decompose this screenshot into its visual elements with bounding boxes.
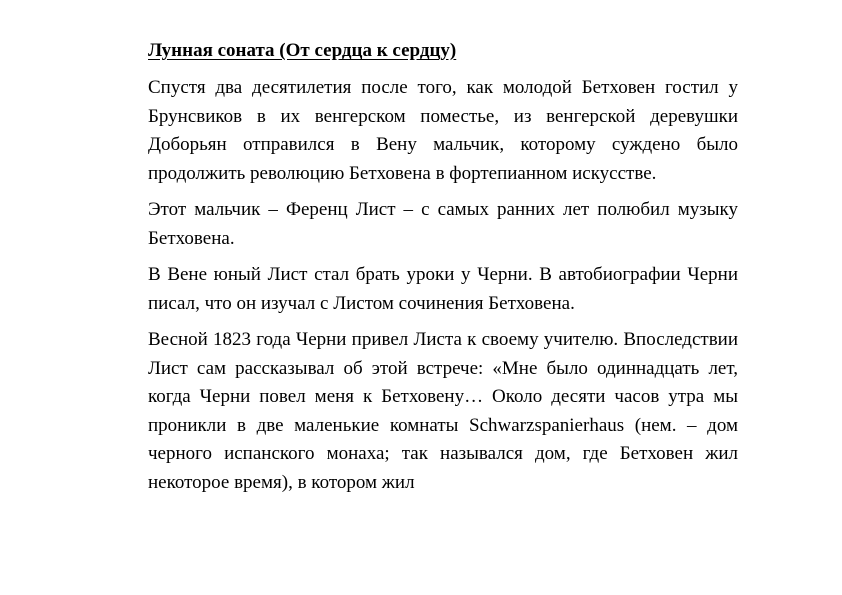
document-page <box>148 38 738 497</box>
paragraph-3: В Вене юный Лист стал брать уроки у Черни. В автобиографии Черни писал, что он изучал с Листом сочинения Бетховена. <box>148 264 738 314</box>
paragraph-4: Весной 1823 года Черни привел Листа к своему учителю. Впоследствии Лист сам рассказывал об этой встрече: «Мне было одиннадцать лет, когда Черни повел меня к Бетховену… Около десяти часов утра мы проникли в две маленькие комнаты Schwarzspanierhaus (нем. – дом черного испанского монаха; так назывался дом, где Бетховен жил некоторое время), в котором жил <box>148 329 738 493</box>
paragraph-2: Этот мальчик – Ференц Лист – с самых ранних лет полюбил музыку Бетховена. <box>148 199 738 249</box>
document-title: Лунная соната (От сердца к сердцу) <box>148 40 457 61</box>
paragraph-1: Спустя два десятилетия после того, как молодой Бетховен гостил у Брунсвиков в их венгерском поместье, из венгерской деревушки Доборьян отправился в Вену мальчик, которому суждено было продолжить революцию Бетховена в фортепианном искусстве. <box>148 77 738 184</box>
